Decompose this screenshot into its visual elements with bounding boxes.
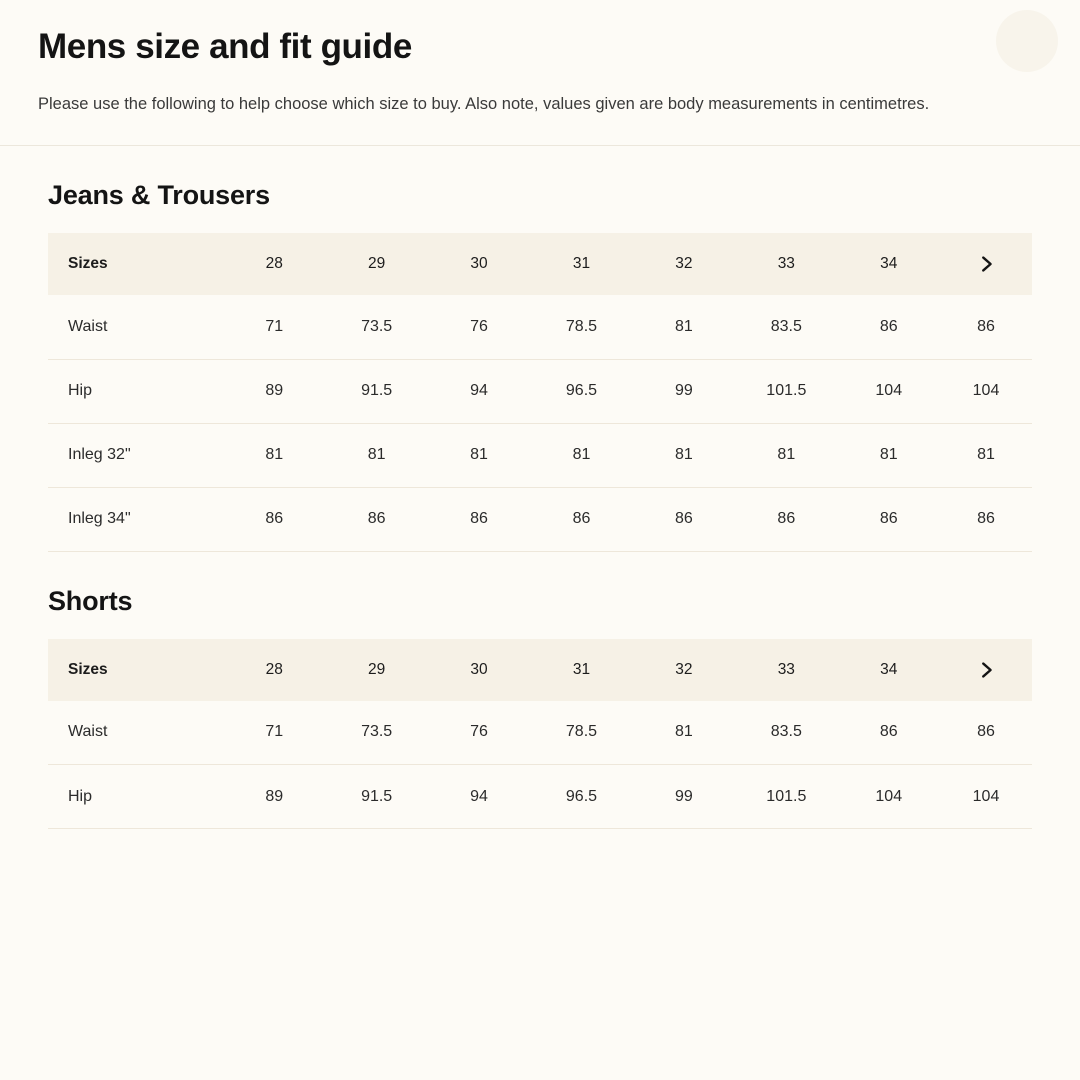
header-size-33: 33: [735, 639, 837, 701]
table-body-shorts: [48, 701, 1032, 829]
header-size-30: 30: [428, 639, 530, 701]
cell-inleg32-28: 81: [223, 423, 325, 487]
table-row: [48, 423, 1032, 487]
header-size-33: 33: [735, 233, 837, 295]
cell-waist-33: 83.5: [735, 295, 837, 359]
cell-waist-overflow: 86: [940, 295, 1032, 359]
table-header-row: [48, 233, 1032, 295]
header-size-34: 34: [838, 233, 940, 295]
table-body-jeans-trousers: [48, 295, 1032, 551]
cell-waist-34: 86: [838, 295, 940, 359]
cell-waist-31: 78.5: [530, 295, 632, 359]
cell-inleg32-29: 81: [325, 423, 427, 487]
cell-inleg32-overflow: 81: [940, 423, 1032, 487]
cell-waist-34: 86: [838, 701, 940, 765]
cell-waist-30: 76: [428, 295, 530, 359]
cell-hip-31: 96.5: [530, 359, 632, 423]
chevron-right-icon[interactable]: [969, 247, 1003, 281]
cell-hip-28: 89: [223, 359, 325, 423]
table-row: [48, 487, 1032, 551]
cell-hip-33: 101.5: [735, 765, 837, 829]
decorative-corner-circle: [996, 10, 1058, 72]
cell-waist-28: 71: [223, 295, 325, 359]
header-size-29: 29: [325, 233, 427, 295]
scroll-right-cell[interactable]: [940, 639, 1032, 701]
cell-waist-32: 81: [633, 295, 735, 359]
cell-hip-34: 104: [838, 765, 940, 829]
size-table-wrapper-jeans-trousers: [48, 233, 1032, 552]
cell-inleg32-32: 81: [633, 423, 735, 487]
cell-waist-30: 76: [428, 701, 530, 765]
cell-inleg34-28: 86: [223, 487, 325, 551]
cell-hip-29: 91.5: [325, 765, 427, 829]
size-table-wrapper-shorts: [48, 639, 1032, 830]
cell-hip-33: 101.5: [735, 359, 837, 423]
row-label-hip: Hip: [48, 359, 223, 423]
table-header-row: [48, 639, 1032, 701]
row-label-inleg-34: Inleg 34": [48, 487, 223, 551]
chevron-right-icon[interactable]: [969, 653, 1003, 687]
cell-inleg34-31: 86: [530, 487, 632, 551]
cell-waist-29: 73.5: [325, 701, 427, 765]
cell-waist-32: 81: [633, 701, 735, 765]
cell-hip-31: 96.5: [530, 765, 632, 829]
page-header: [0, 0, 1080, 146]
header-size-32: 32: [633, 233, 735, 295]
header-size-31: 31: [530, 639, 632, 701]
cell-hip-overflow: 104: [940, 359, 1032, 423]
header-size-34: 34: [838, 639, 940, 701]
size-table-jeans-trousers: [48, 233, 1032, 552]
cell-waist-29: 73.5: [325, 295, 427, 359]
section-shorts: [0, 586, 1080, 830]
header-size-31: 31: [530, 233, 632, 295]
table-row: [48, 295, 1032, 359]
cell-inleg32-34: 81: [838, 423, 940, 487]
cell-inleg34-34: 86: [838, 487, 940, 551]
row-label-hip: Hip: [48, 765, 223, 829]
cell-waist-overflow: 86: [940, 701, 1032, 765]
page-title: Mens size and fit guide: [38, 27, 412, 66]
cell-inleg34-29: 86: [325, 487, 427, 551]
cell-hip-32: 99: [633, 359, 735, 423]
cell-waist-28: 71: [223, 701, 325, 765]
header-size-30: 30: [428, 233, 530, 295]
section-title-jeans-trousers: Jeans & Trousers: [48, 180, 270, 211]
row-label-waist: Waist: [48, 295, 223, 359]
cell-hip-30: 94: [428, 765, 530, 829]
cell-inleg32-33: 81: [735, 423, 837, 487]
cell-hip-28: 89: [223, 765, 325, 829]
header-size-32: 32: [633, 639, 735, 701]
cell-waist-33: 83.5: [735, 701, 837, 765]
cell-hip-29: 91.5: [325, 359, 427, 423]
table-header-shorts: [48, 639, 1032, 701]
scroll-right-cell[interactable]: [940, 233, 1032, 295]
cell-inleg32-31: 81: [530, 423, 632, 487]
size-table-shorts: [48, 639, 1032, 830]
table-row: [48, 701, 1032, 765]
table-header-jeans-trousers: [48, 233, 1032, 295]
section-title-shorts: Shorts: [48, 585, 133, 616]
cell-inleg34-30: 86: [428, 487, 530, 551]
row-label-inleg-32: Inleg 32": [48, 423, 223, 487]
cell-hip-34: 104: [838, 359, 940, 423]
header-size-28: 28: [223, 639, 325, 701]
table-row: [48, 765, 1032, 829]
page-subtitle: Please use the following to help choose which size to buy. Also note, values given are body measurements in centimetres.: [38, 94, 930, 113]
header-sizes-label: Sizes: [48, 233, 223, 295]
header-size-29: 29: [325, 639, 427, 701]
cell-inleg32-30: 81: [428, 423, 530, 487]
header-size-28: 28: [223, 233, 325, 295]
cell-hip-overflow: 104: [940, 765, 1032, 829]
cell-waist-31: 78.5: [530, 701, 632, 765]
cell-hip-30: 94: [428, 359, 530, 423]
cell-hip-32: 99: [633, 765, 735, 829]
cell-inleg34-33: 86: [735, 487, 837, 551]
header-sizes-label: Sizes: [48, 639, 223, 701]
cell-inleg34-32: 86: [633, 487, 735, 551]
section-jeans-trousers: [0, 180, 1080, 552]
cell-inleg34-overflow: 86: [940, 487, 1032, 551]
table-row: [48, 359, 1032, 423]
row-label-waist: Waist: [48, 701, 223, 765]
